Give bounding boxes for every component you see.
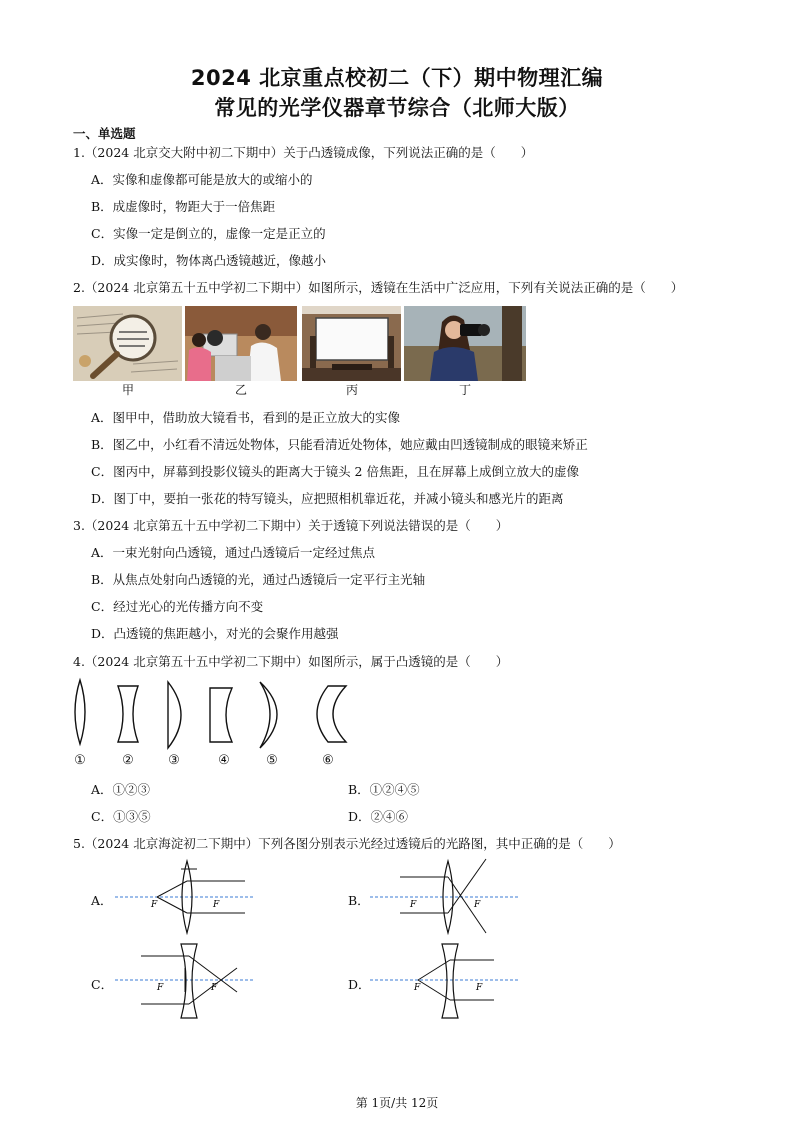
q4-option-d: D．②④⑥	[348, 809, 409, 824]
diagram-a-focus-right: F	[213, 900, 220, 910]
diagram-c-focus-right: F	[211, 983, 218, 993]
q4-option-b: B．①②④⑤	[348, 782, 420, 797]
photo-photographer	[404, 306, 526, 381]
diagram-d-focus-right: F	[476, 983, 483, 993]
q3-option-a: A．一束光射向凸透镜，通过凸透镜后一定经过焦点	[91, 545, 376, 560]
lens-shapes-figure	[66, 676, 356, 756]
q5-label-c: C．	[91, 977, 114, 992]
lens-3-plano-convex	[168, 682, 181, 748]
question-2-stem: 2.（2024 北京第五十五中学初二下期中）如图所示，透镜在生活中广泛应用，下列有关说法正确的是（ ）	[73, 280, 684, 295]
q3-option-c: C．经过光心的光传播方向不变	[91, 599, 264, 614]
lens-label-5: ⑤	[266, 753, 278, 768]
lens-label-1: ①	[74, 753, 86, 768]
diagram-b-focus-right: F	[474, 900, 481, 910]
diagram-c	[115, 940, 255, 1022]
caption-jia: 甲	[121, 383, 134, 397]
q1-option-d: D．成实像时，物体离凸透镜越近，像越小	[91, 253, 327, 268]
caption-yi: 乙	[234, 383, 247, 397]
question-4-stem: 4.（2024 北京第五十五中学初二下期中）如图所示，属于凸透镜的是（ ）	[73, 654, 509, 669]
diagram-b	[370, 857, 520, 937]
q5-label-a: A．	[91, 893, 113, 908]
lens-label-4: ④	[218, 753, 230, 768]
lens-label-6: ⑥	[322, 753, 334, 768]
question-1-stem: 1.（2024 北京交大附中初二下期中）关于凸透镜成像，下列说法正确的是（ ）	[73, 145, 534, 160]
diagram-a	[115, 857, 255, 937]
q3-option-b: B．从焦点处射向凸透镜的光，通过凸透镜后一定平行主光轴	[91, 572, 426, 587]
q3-option-d: D．凸透镜的焦距越小，对光的会聚作用越强	[91, 626, 339, 641]
photo-magnifier	[73, 306, 182, 381]
lens-1-biconvex	[75, 680, 85, 744]
caption-ding: 丁	[458, 383, 471, 397]
q2-option-c: C．图丙中，屏幕到投影仪镜头的距离大于镜头 2 倍焦距，且在屏幕上成倒立放大的虚像	[91, 464, 579, 479]
q2-option-b: B．图乙中，小红看不清远处物体，只能看清近处物体，她应戴由凹透镜制成的眼镜来矫正	[91, 437, 588, 452]
q5-label-b: B．	[348, 893, 370, 908]
q1-option-b: B．成虚像时，物距大于一倍焦距	[91, 199, 276, 214]
diagram-d-focus-left: F	[414, 983, 421, 993]
diagram-b-focus-left: F	[410, 900, 417, 910]
question-5-stem: 5.（2024 北京海淀初二下期中）下列各图分别表示光经过透镜后的光路图，其中正确的是（ ）	[73, 836, 621, 851]
lens-2-biconcave	[118, 686, 138, 742]
lens-4-plano-concave	[210, 688, 232, 742]
q5-label-d: D．	[348, 977, 371, 992]
title-line-1: 2024 北京重点校初二（下）期中物理汇编	[190, 66, 604, 90]
q4-option-c: C．①③⑤	[91, 809, 151, 824]
q2-option-a: A．图甲中，借助放大镜看书，看到的是正立放大的实像	[91, 410, 401, 425]
page-footer: 第 1页/共 12页	[355, 1096, 439, 1110]
q2-option-d: D．图丁中，要拍一张花的特写镜头，应把照相机靠近花，并减小镜头和感光片的距离	[91, 491, 564, 506]
photo-eye-exam	[185, 306, 297, 381]
q4-option-a: A．①②③	[91, 782, 151, 797]
diagram-a-focus-left: F	[151, 900, 158, 910]
photo-projector-screen	[302, 306, 401, 381]
caption-bing: 丙	[345, 383, 358, 397]
question-3-stem: 3.（2024 北京第五十五中学初二下期中）关于透镜下列说法错误的是（ ）	[73, 518, 509, 533]
diagram-d	[370, 940, 520, 1022]
lens-label-3: ③	[168, 753, 180, 768]
title-line-2: 常见的光学仪器章节综合（北师大版）	[214, 96, 580, 120]
section-heading: 一、单选题	[73, 126, 136, 141]
q1-option-a: A．实像和虚像都可能是放大的或缩小的	[91, 172, 313, 187]
diagram-c-focus-left: F	[157, 983, 164, 993]
lens-5-meniscus-convex	[260, 682, 277, 748]
lens-6-meniscus-concave	[317, 686, 346, 742]
q1-option-c: C．实像一定是倒立的，虚像一定是正立的	[91, 226, 326, 241]
lens-label-2: ②	[122, 753, 134, 768]
